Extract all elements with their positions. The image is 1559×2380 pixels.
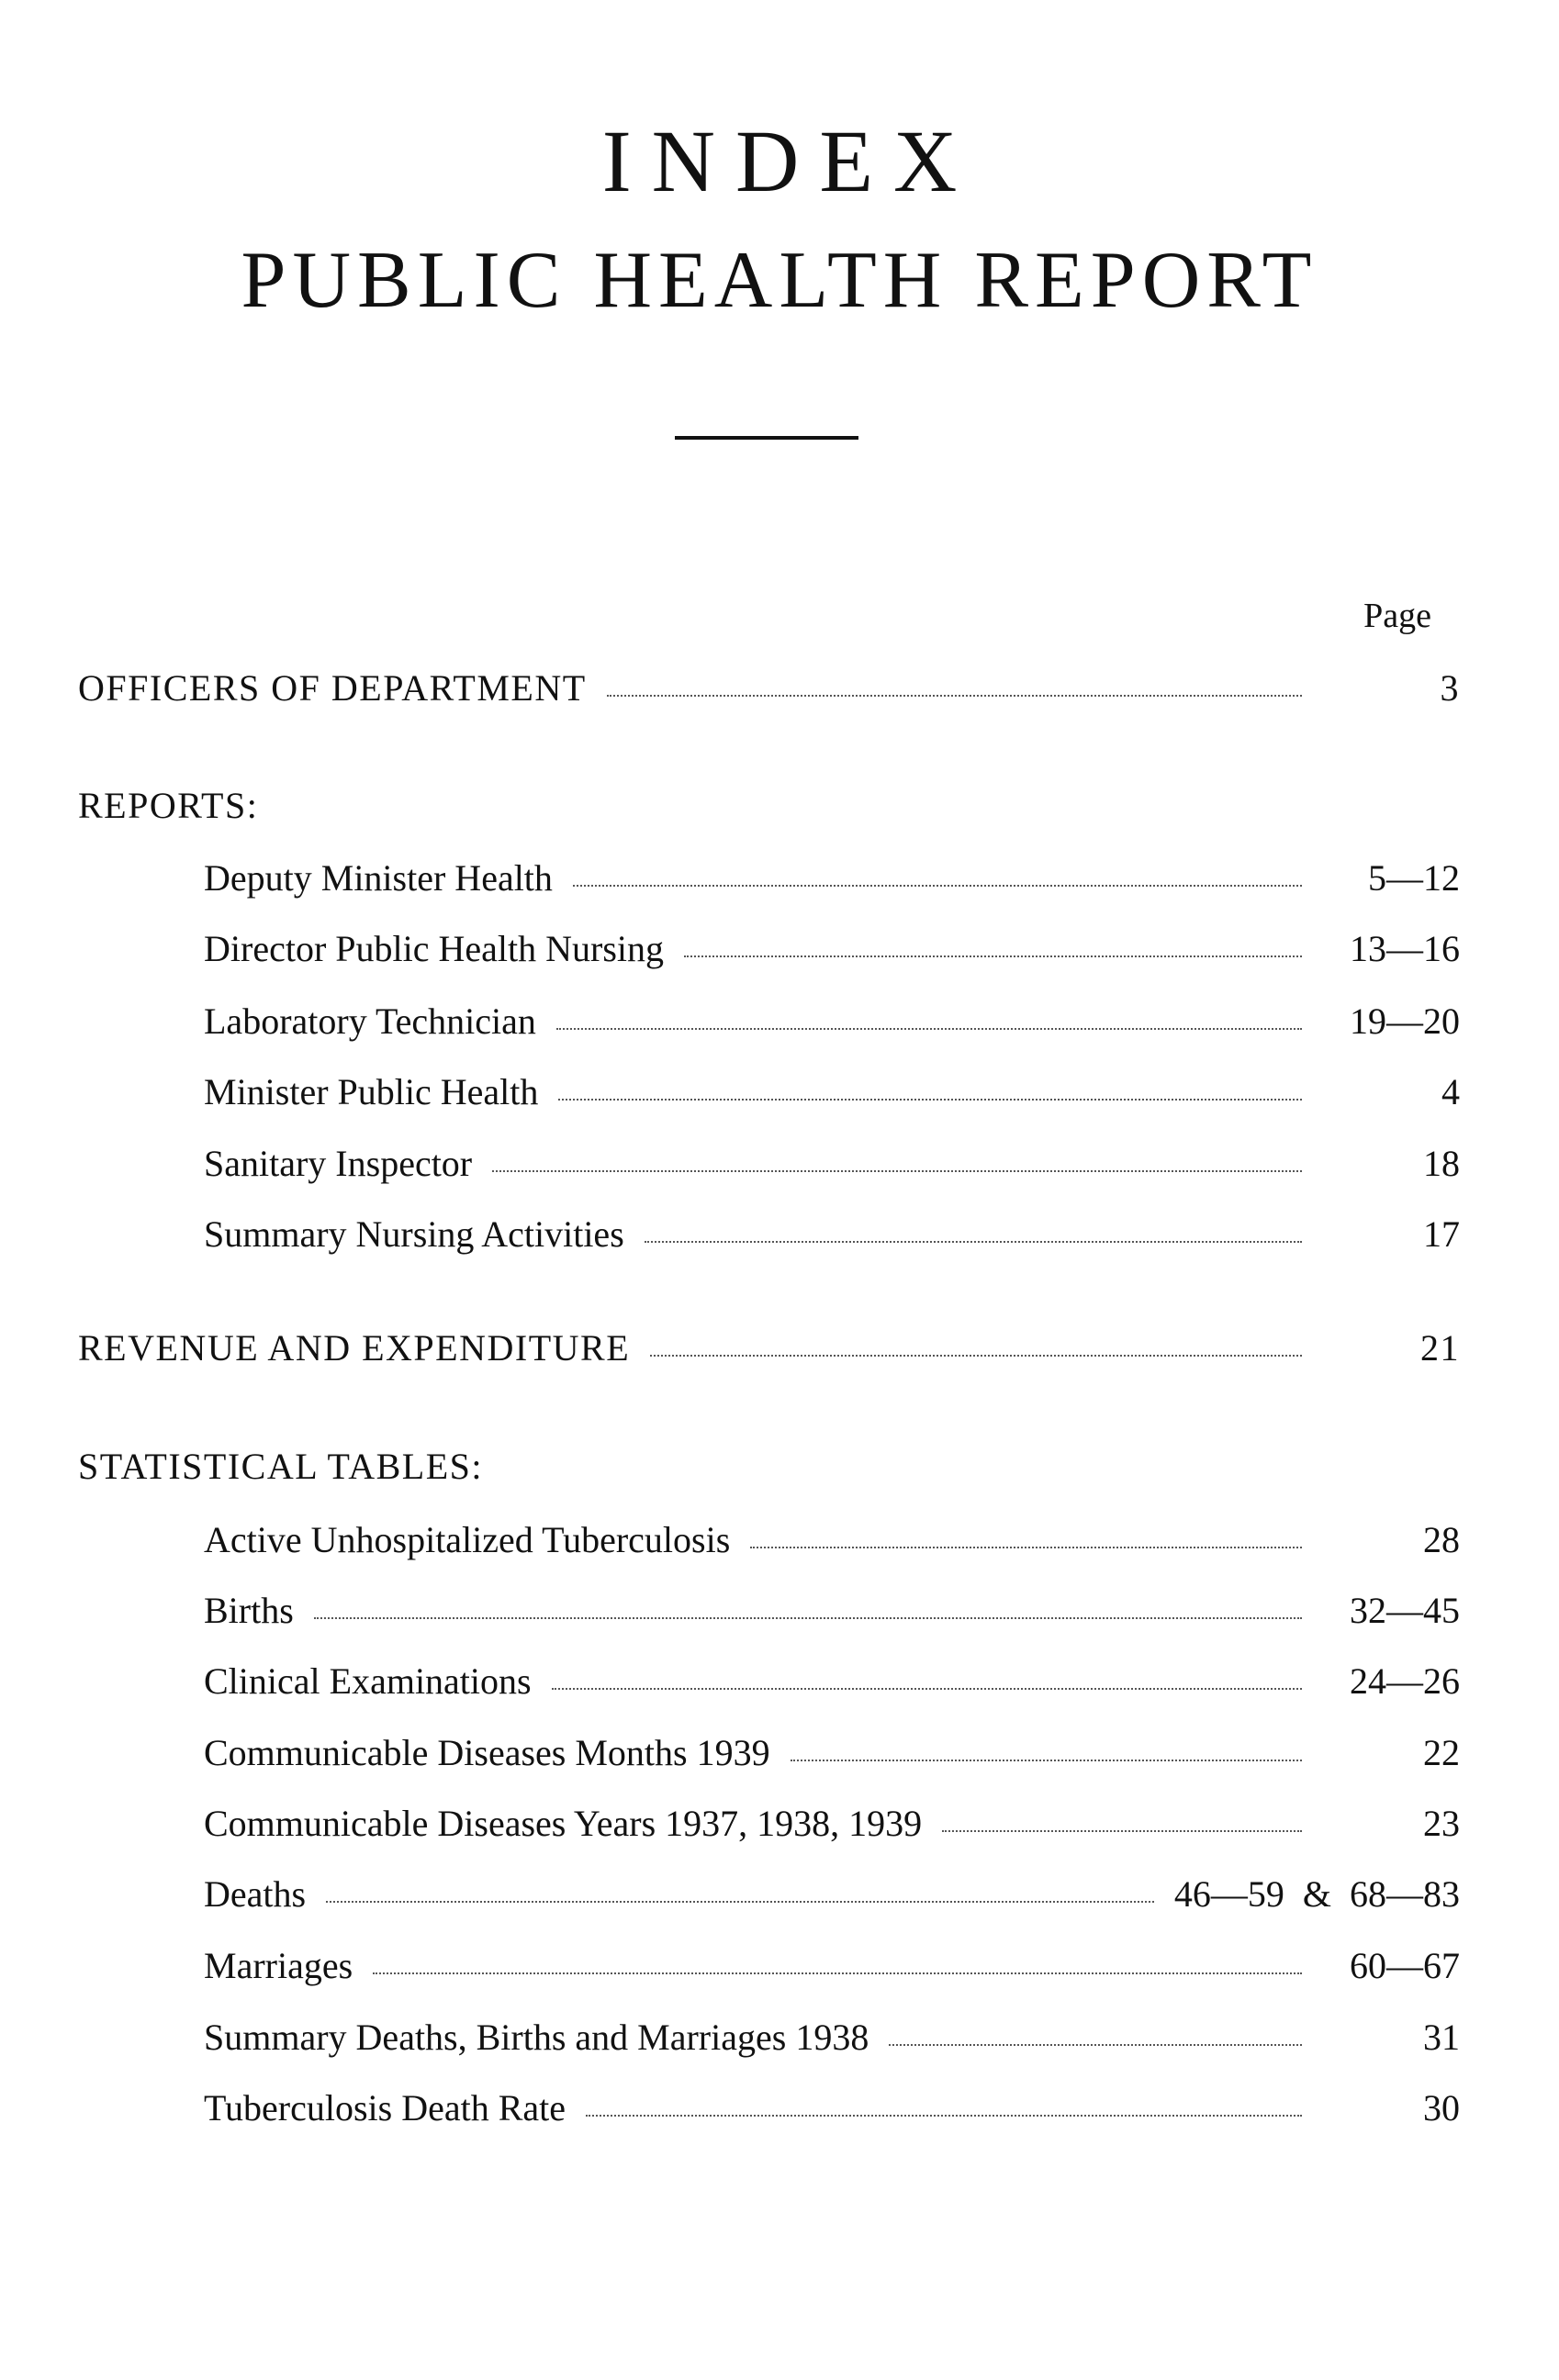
entry-officers bbox=[78, 667, 1460, 709]
dot-leader bbox=[314, 1617, 1302, 1619]
entry-births bbox=[204, 1592, 1460, 1629]
dot-leader bbox=[573, 885, 1302, 887]
dot-leader bbox=[552, 1688, 1302, 1690]
dot-leader bbox=[791, 1760, 1302, 1761]
entry-page: 19—20 bbox=[1350, 1000, 1460, 1042]
title-divider bbox=[675, 436, 858, 440]
entry-marriages bbox=[204, 1945, 1460, 1986]
entry-label: REVENUE AND EXPENDITURE bbox=[78, 1327, 631, 1369]
dot-leader bbox=[326, 1901, 1154, 1903]
entry-page: 28 bbox=[1423, 1519, 1460, 1560]
entry-director-public-health-nursing bbox=[204, 928, 1460, 969]
reports-heading: REPORTS: bbox=[78, 785, 259, 826]
entry-label: Communicable Diseases Months 1939 bbox=[204, 1732, 770, 1773]
entry-active-unhospitalized-tuberculosis bbox=[204, 1519, 1460, 1560]
dot-leader bbox=[607, 695, 1302, 697]
statistical-tables-heading: STATISTICAL TABLES: bbox=[78, 1446, 483, 1487]
entry-label: Minister Public Health bbox=[204, 1071, 539, 1112]
entry-page: 24—26 bbox=[1350, 1660, 1460, 1702]
entry-page: 5—12 bbox=[1368, 857, 1460, 899]
entry-tuberculosis-death-rate bbox=[204, 2087, 1460, 2129]
entry-label: Active Unhospitalized Tuberculosis bbox=[204, 1519, 731, 1560]
entry-label: Marriages bbox=[204, 1945, 353, 1986]
dot-leader bbox=[558, 1099, 1302, 1101]
entry-page: 4 bbox=[1441, 1071, 1460, 1112]
entry-revenue-expenditure bbox=[78, 1327, 1460, 1369]
entry-page: 60—67 bbox=[1350, 1945, 1460, 1986]
entry-page: 31 bbox=[1423, 2017, 1460, 2058]
dot-leader bbox=[889, 2044, 1302, 2046]
index-title: INDEX bbox=[601, 112, 978, 210]
entry-label: Summary Deaths, Births and Marriages 1938 bbox=[204, 2017, 869, 2058]
entry-page: 21 bbox=[1420, 1327, 1460, 1369]
entry-label: Clinical Examinations bbox=[204, 1660, 532, 1702]
dot-leader bbox=[684, 955, 1302, 957]
entry-page: 13—16 bbox=[1350, 928, 1460, 969]
report-title: PUBLIC HEALTH REPORT bbox=[241, 236, 1318, 325]
entry-page: 46—59 & 68—83 bbox=[1173, 1873, 1460, 1915]
entry-page: 22 bbox=[1423, 1732, 1460, 1773]
entry-laboratory-technician bbox=[204, 1000, 1460, 1042]
entry-clinical-examinations bbox=[204, 1660, 1460, 1702]
entry-page: 17 bbox=[1423, 1213, 1460, 1255]
dot-leader bbox=[750, 1547, 1302, 1548]
entry-label: Sanitary Inspector bbox=[204, 1143, 473, 1184]
entry-label: Deputy Minister Health bbox=[204, 857, 553, 899]
dot-leader bbox=[650, 1355, 1302, 1357]
entry-label: Tuberculosis Death Rate bbox=[204, 2087, 566, 2129]
entry-label: Laboratory Technician bbox=[204, 1000, 536, 1042]
entry-deputy-minister-health bbox=[204, 857, 1460, 899]
entry-communicable-diseases-years bbox=[204, 1805, 1460, 1842]
entry-sanitary-inspector bbox=[204, 1145, 1460, 1182]
dot-leader bbox=[942, 1830, 1302, 1832]
entry-label: OFFICERS OF DEPARTMENT bbox=[78, 667, 587, 709]
entry-page: 18 bbox=[1423, 1143, 1460, 1184]
dot-leader bbox=[373, 1972, 1302, 1974]
entry-deaths bbox=[204, 1873, 1460, 1915]
entry-summary-deaths-births-marriages bbox=[204, 2019, 1460, 2056]
entry-summary-nursing-activities bbox=[204, 1213, 1460, 1255]
entry-page: 32—45 bbox=[1350, 1590, 1460, 1631]
entry-communicable-diseases-months bbox=[204, 1732, 1460, 1773]
entry-label: Communicable Diseases Years 1937, 1938, 1939 bbox=[204, 1803, 923, 1844]
entry-page: 30 bbox=[1423, 2087, 1460, 2129]
entry-page: 3 bbox=[1440, 667, 1460, 709]
entry-label: Summary Nursing Activities bbox=[204, 1213, 624, 1255]
dot-leader bbox=[586, 2115, 1302, 2117]
dot-leader bbox=[556, 1028, 1302, 1030]
entry-page: 23 bbox=[1423, 1803, 1460, 1844]
entry-label: Deaths bbox=[204, 1873, 307, 1915]
dot-leader bbox=[645, 1241, 1302, 1243]
page-column-header: Page bbox=[1363, 597, 1431, 635]
entry-label: Births bbox=[204, 1590, 294, 1631]
entry-minister-public-health bbox=[204, 1071, 1460, 1112]
entry-label: Director Public Health Nursing bbox=[204, 928, 664, 969]
dot-leader bbox=[492, 1170, 1302, 1172]
